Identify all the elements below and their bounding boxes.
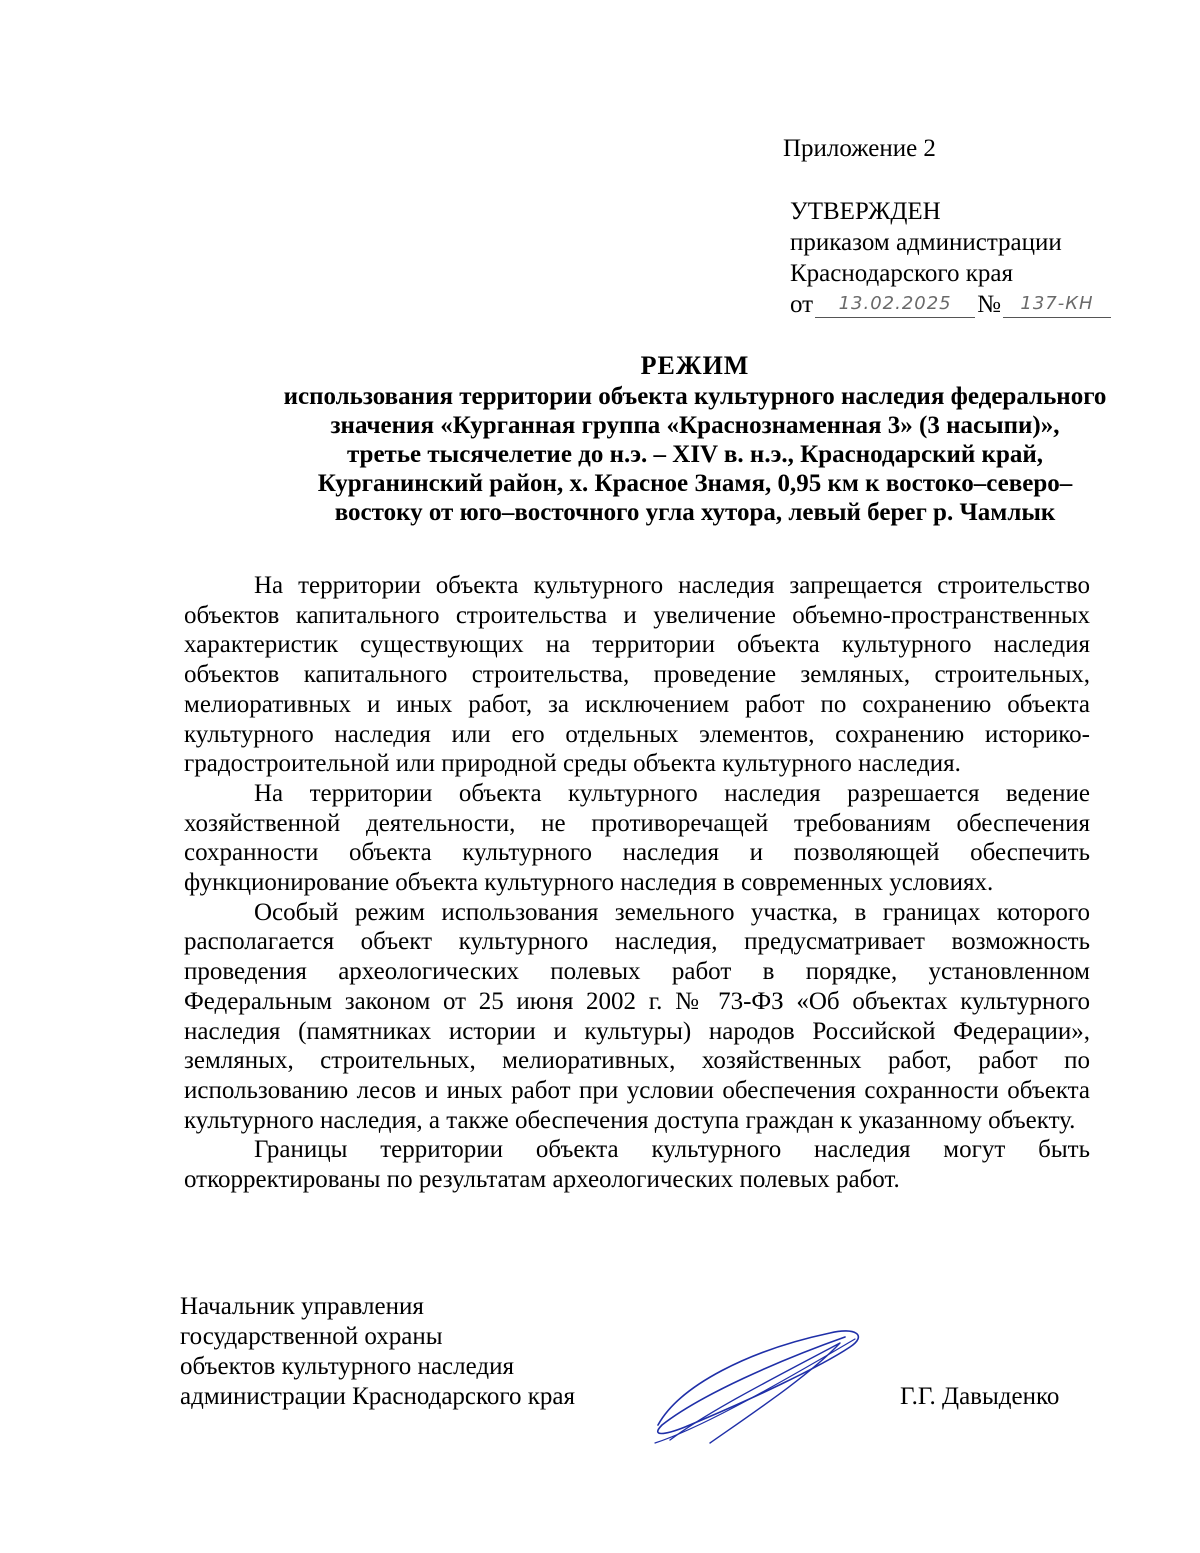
paragraph-boundaries: Границы территории объекта культурного наследия могут быть откорректированы по результатам археологических полевых работ.: [184, 1136, 1090, 1194]
handwritten-date: 13.02.2025: [815, 291, 975, 318]
handwritten-signature: [640, 1315, 880, 1455]
paragraph-prohibitions: На территории объекта культурного наследия запрещается строительство объектов капитального строительства и увеличение объемно-пространственных характеристик существующих на территории объекта культурного наследия объектов капитального строительства, проведение земляных, строительных, мелиоративных и иных работ, за исключением работ по сохранению объекта культурного наследия или его отдельных элементов, сохранению историко-градостроительной или природной среды объекта культурного наследия.: [184, 572, 1090, 778]
approval-by-line-1: приказом администрации: [790, 229, 1062, 256]
title-line: востоку от юго–восточного угла хутора, левый берег р. Чамлык: [334, 499, 1056, 526]
date-prefix: от: [790, 291, 814, 318]
title-line: Курганинский район, х. Красное Знамя, 0,95 км к востоко–северо–: [317, 470, 1073, 497]
approval-by-line-2: Краснодарского края: [790, 260, 1013, 287]
signatory-position-line: объектов культурного наследия: [180, 1353, 514, 1380]
handwritten-order-number: 137-КН: [1003, 291, 1111, 318]
order-date-number-line: [790, 289, 1111, 320]
signatory-position-line: администрации Краснодарского края: [180, 1383, 576, 1410]
signatory-name: Г.Г. Давыденко: [900, 1383, 1060, 1410]
number-prefix: №: [977, 291, 1001, 318]
title-main: РЕЖИМ: [640, 351, 750, 380]
signatory-position: [180, 1292, 575, 1412]
signatory-position-line: государственной охраны: [180, 1323, 443, 1350]
document-body: [184, 571, 1090, 1195]
paragraph-permitted-activity: На территории объекта культурного наследия разрешается ведение хозяйственной деятельности, не противоречащей требованиям обеспечения сохранности объекта культурного наследия и позволяющей обеспечить функционирование объекта культурного наследия в современных условиях.: [184, 779, 1090, 897]
document-title: [150, 351, 1200, 527]
signatory-position-line: Начальник управления: [180, 1293, 424, 1320]
title-line: использования территории объекта культурного наследия федерального: [283, 383, 1107, 410]
annex-label: Приложение 2: [783, 135, 936, 162]
paragraph-special-regime: Особый режим использования земельного участка, в границах которого располагается объект культурного наследия, предусматривает возможность проведения археологических полевых работ в порядке, установленном Федеральным законом от 25 июня 2002 г. № 73-ФЗ «Об объектах культурного наследия (памятниках истории и культуры) народов Российской Федерации», земляных, строительных, мелиоративных, хозяйственных работ, работ по использованию лесов и иных работ при условии обеспечения сохранности объекта культурного наследия, а также обеспечения доступа граждан к указанному объекту.: [184, 898, 1090, 1134]
title-line: третье тысячелетие до н.э. – XIV в. н.э., Краснодарский край,: [346, 441, 1044, 468]
approval-status: УТВЕРЖДЕН: [790, 198, 941, 225]
title-line: значения «Курганная группа «Краснознаменная 3» (3 насыпи)»,: [330, 412, 1060, 439]
approval-block: [790, 196, 1111, 320]
